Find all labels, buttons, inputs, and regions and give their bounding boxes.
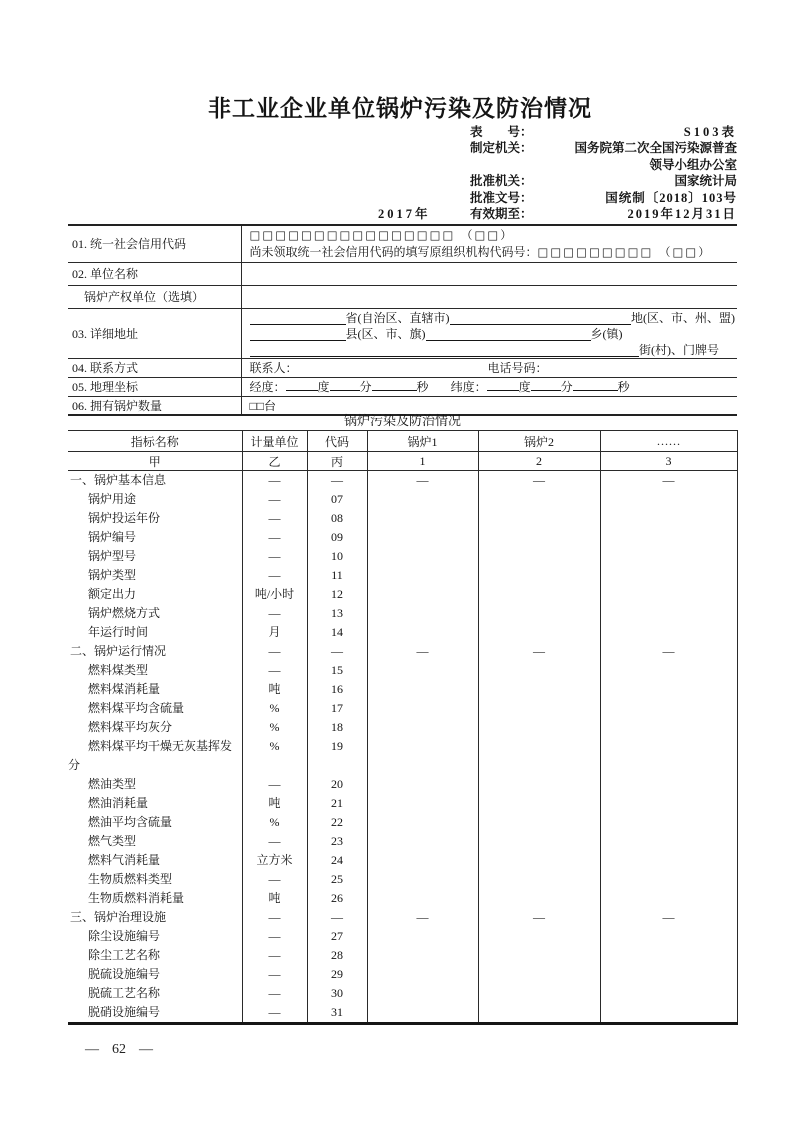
cell-unit: — bbox=[242, 642, 307, 661]
cell-more bbox=[600, 680, 737, 699]
cell-indicator-name: 脱硝设施编号 bbox=[68, 1003, 242, 1024]
contact-label: 04. 联系方式 bbox=[68, 358, 241, 377]
table-row bbox=[68, 775, 737, 794]
meta-prefix bbox=[378, 190, 470, 206]
cell-boiler2 bbox=[478, 680, 600, 699]
meta-year: 2017年 bbox=[378, 207, 431, 222]
col-header-more: …… bbox=[600, 431, 737, 452]
cell-code: 09 bbox=[307, 528, 367, 547]
cell-boiler2 bbox=[478, 566, 600, 585]
cell-unit: — bbox=[242, 984, 307, 1003]
cell-boiler2 bbox=[478, 851, 600, 870]
row-address bbox=[68, 308, 737, 358]
cell-more: — bbox=[600, 642, 737, 661]
cell-indicator-name: 脱硫工艺名称 bbox=[68, 984, 242, 1003]
cell-more bbox=[600, 509, 737, 528]
minute-label: 分 bbox=[560, 380, 573, 394]
cell-code: 14 bbox=[307, 623, 367, 642]
cell-indicator-name: 锅炉投运年份 bbox=[68, 509, 242, 528]
blank-field bbox=[250, 328, 346, 341]
col-header-indicator: 指标名称 bbox=[68, 431, 242, 452]
table-row bbox=[68, 718, 737, 737]
meta-prefix bbox=[378, 124, 470, 140]
cell-indicator-name: 锅炉燃烧方式 bbox=[68, 604, 242, 623]
cell-unit: — bbox=[242, 566, 307, 585]
longitude-label: 经度： bbox=[249, 380, 286, 394]
contact-person-label: 联系人： bbox=[249, 361, 298, 375]
cell-boiler1 bbox=[367, 870, 478, 889]
table-row bbox=[68, 889, 737, 908]
cell-boiler1 bbox=[367, 1003, 478, 1024]
cell-more bbox=[600, 927, 737, 946]
cell-boiler1 bbox=[367, 965, 478, 984]
cell-unit: — bbox=[242, 927, 307, 946]
table-row bbox=[68, 623, 737, 642]
unit-info-table bbox=[68, 224, 737, 416]
table-row bbox=[68, 1003, 737, 1024]
cell-indicator-name: 二、锅炉运行情况 bbox=[68, 642, 242, 661]
cell-unit: — bbox=[242, 661, 307, 680]
cell-unit: — bbox=[242, 604, 307, 623]
cell-code: 16 bbox=[307, 680, 367, 699]
meta-label: 表 号： bbox=[470, 125, 533, 139]
cell-boiler2 bbox=[478, 1003, 600, 1024]
row-boiler-owner bbox=[68, 285, 737, 308]
cell-boiler1 bbox=[367, 927, 478, 946]
row-unit-name bbox=[68, 262, 737, 285]
cell-unit: 吨 bbox=[242, 680, 307, 699]
cell-unit: % bbox=[242, 699, 307, 718]
cell-code: 18 bbox=[307, 718, 367, 737]
section-title: 锅炉污染及防治情况 bbox=[343, 413, 461, 428]
cell-boiler1 bbox=[367, 832, 478, 851]
cell-boiler1 bbox=[367, 585, 478, 604]
cell-more bbox=[600, 1003, 737, 1024]
cell-more bbox=[600, 889, 737, 908]
cell-boiler2 bbox=[478, 585, 600, 604]
cell-unit: — bbox=[242, 547, 307, 566]
credit-code-content bbox=[241, 225, 737, 262]
table-row bbox=[68, 490, 737, 509]
cell-more bbox=[600, 851, 737, 870]
meta-label bbox=[470, 157, 544, 173]
table-row bbox=[68, 832, 737, 851]
meta-row-approval-doc bbox=[378, 190, 737, 206]
col-header-boiler2: 锅炉2 bbox=[478, 431, 600, 452]
cell-more bbox=[600, 946, 737, 965]
header-row-1 bbox=[68, 431, 737, 452]
cell-unit: — bbox=[242, 908, 307, 927]
cell-code: 21 bbox=[307, 794, 367, 813]
cell-boiler1 bbox=[367, 509, 478, 528]
cell-boiler2 bbox=[478, 889, 600, 908]
cell-more bbox=[600, 490, 737, 509]
col-key-jia: 甲 bbox=[68, 452, 242, 471]
second-label: 秒 bbox=[617, 380, 630, 394]
cell-boiler2 bbox=[478, 699, 600, 718]
blank-field bbox=[426, 328, 591, 341]
meta-label: 批准机关： bbox=[470, 174, 533, 189]
meta-value: 2019年12月31日 bbox=[627, 207, 737, 222]
cell-unit: 吨 bbox=[242, 889, 307, 908]
cell-boiler2 bbox=[478, 775, 600, 794]
cell-more bbox=[600, 965, 737, 984]
meta-prefix bbox=[378, 140, 470, 156]
cell-more bbox=[600, 813, 737, 832]
cell-unit: 立方米 bbox=[242, 851, 307, 870]
cell-boiler1 bbox=[367, 984, 478, 1003]
second-label: 秒 bbox=[416, 380, 429, 394]
cell-indicator-name: 除尘设施编号 bbox=[68, 927, 242, 946]
cell-boiler2 bbox=[478, 737, 600, 775]
row-geo-coordinates bbox=[68, 377, 737, 396]
table-row bbox=[68, 794, 737, 813]
meta-row-form-number bbox=[378, 124, 737, 140]
cell-boiler1 bbox=[367, 946, 478, 965]
cell-more bbox=[600, 870, 737, 889]
cell-boiler2 bbox=[478, 813, 600, 832]
address-line-province bbox=[250, 309, 736, 325]
col-key-2: 2 bbox=[478, 452, 600, 471]
cell-boiler2 bbox=[478, 946, 600, 965]
cell-code: 28 bbox=[307, 946, 367, 965]
form-title: 非工业企业单位锅炉污染及防治情况 bbox=[208, 96, 592, 121]
meta-row-issuing-agency bbox=[378, 140, 737, 156]
cell-code: 29 bbox=[307, 965, 367, 984]
cell-code: 20 bbox=[307, 775, 367, 794]
cell-unit: % bbox=[242, 718, 307, 737]
cell-code: 17 bbox=[307, 699, 367, 718]
blank-field bbox=[531, 378, 561, 391]
address-line-county bbox=[250, 325, 736, 341]
cell-boiler2 bbox=[478, 870, 600, 889]
cell-boiler1 bbox=[367, 737, 478, 775]
cell-code: — bbox=[307, 908, 367, 927]
table-row bbox=[68, 680, 737, 699]
cell-unit: — bbox=[242, 832, 307, 851]
credit-code-label: 01. 统一社会信用代码 bbox=[68, 225, 241, 262]
unit-name-field bbox=[241, 262, 737, 285]
cell-code: 22 bbox=[307, 813, 367, 832]
cell-boiler2 bbox=[478, 718, 600, 737]
col-key-yi: 乙 bbox=[242, 452, 307, 471]
cell-boiler1: — bbox=[367, 642, 478, 661]
meta-label: 有效期至： bbox=[470, 207, 533, 222]
indicator-table-header bbox=[68, 431, 737, 471]
blank-field bbox=[286, 378, 318, 391]
cell-code: 24 bbox=[307, 851, 367, 870]
cell-code: 31 bbox=[307, 1003, 367, 1024]
cell-boiler2: — bbox=[478, 642, 600, 661]
cell-more bbox=[600, 737, 737, 775]
cell-code: 13 bbox=[307, 604, 367, 623]
table-row bbox=[68, 870, 737, 889]
cell-unit: — bbox=[242, 870, 307, 889]
cell-boiler2 bbox=[478, 528, 600, 547]
address-content bbox=[241, 308, 737, 358]
minute-label: 分 bbox=[359, 380, 372, 394]
col-header-boiler1: 锅炉1 bbox=[367, 431, 478, 452]
cell-more bbox=[600, 566, 737, 585]
col-key-1: 1 bbox=[367, 452, 478, 471]
county-label: 县(区、市、旗) bbox=[345, 327, 426, 341]
cell-more bbox=[600, 661, 737, 680]
cell-boiler1 bbox=[367, 490, 478, 509]
credit-code-boxes: □□□□□□□□□□□□□□□□ （□□） bbox=[249, 227, 514, 242]
cell-more bbox=[600, 528, 737, 547]
cell-unit: 月 bbox=[242, 623, 307, 642]
table-row bbox=[68, 813, 737, 832]
cell-unit: — bbox=[242, 471, 307, 491]
row-credit-code bbox=[68, 225, 737, 262]
contact-content bbox=[241, 358, 737, 377]
meta-prefix bbox=[378, 157, 470, 173]
meta-value: 国务院第二次全国污染源普查 bbox=[574, 141, 737, 156]
blank-field bbox=[250, 344, 640, 357]
geo-label: 05. 地理坐标 bbox=[68, 377, 241, 396]
province-label: 省(自治区、直辖市) bbox=[345, 311, 450, 325]
degree-label: 度 bbox=[518, 380, 531, 394]
cell-boiler1 bbox=[367, 661, 478, 680]
table-row bbox=[68, 984, 737, 1003]
cell-code: 26 bbox=[307, 889, 367, 908]
address-label: 03. 详细地址 bbox=[68, 308, 241, 358]
cell-code: 25 bbox=[307, 870, 367, 889]
form-meta bbox=[378, 124, 737, 222]
cell-more bbox=[600, 775, 737, 794]
col-header-code: 代码 bbox=[307, 431, 367, 452]
cell-indicator-name: 锅炉类型 bbox=[68, 566, 242, 585]
cell-boiler1 bbox=[367, 889, 478, 908]
cell-unit: — bbox=[242, 509, 307, 528]
cell-boiler2: — bbox=[478, 471, 600, 491]
cell-more bbox=[600, 623, 737, 642]
cell-code: 12 bbox=[307, 585, 367, 604]
table-row bbox=[68, 908, 737, 927]
cell-indicator-name: 燃料气消耗量 bbox=[68, 851, 242, 870]
table-row bbox=[68, 604, 737, 623]
table-row bbox=[68, 509, 737, 528]
cell-boiler1 bbox=[367, 680, 478, 699]
col-key-bing: 丙 bbox=[307, 452, 367, 471]
table-row bbox=[68, 661, 737, 680]
meta-value: 领导小组办公室 bbox=[649, 157, 737, 172]
row-contact bbox=[68, 358, 737, 377]
blank-field bbox=[330, 378, 360, 391]
table-row bbox=[68, 547, 737, 566]
cell-boiler1 bbox=[367, 547, 478, 566]
cell-code: — bbox=[307, 642, 367, 661]
cell-indicator-name: 年运行时间 bbox=[68, 623, 242, 642]
cell-indicator-name: 燃料煤消耗量 bbox=[68, 680, 242, 699]
cell-unit: — bbox=[242, 490, 307, 509]
cell-unit: 吨/小时 bbox=[242, 585, 307, 604]
street-label: 街(村)、门牌号 bbox=[639, 343, 719, 357]
meta-prefix bbox=[378, 173, 470, 189]
table-row bbox=[68, 471, 737, 491]
cell-indicator-name: 除尘工艺名称 bbox=[68, 946, 242, 965]
cell-boiler1: — bbox=[367, 471, 478, 491]
cell-boiler2 bbox=[478, 984, 600, 1003]
cell-code: 10 bbox=[307, 547, 367, 566]
meta-value: S103表 bbox=[683, 125, 737, 139]
cell-indicator-name: 燃料煤类型 bbox=[68, 661, 242, 680]
unit-name-label: 02. 单位名称 bbox=[68, 262, 241, 285]
cell-indicator-name: 锅炉编号 bbox=[68, 528, 242, 547]
cell-code: 07 bbox=[307, 490, 367, 509]
geo-content bbox=[241, 377, 737, 396]
cell-indicator-name: 一、锅炉基本信息 bbox=[68, 471, 242, 491]
cell-indicator-name: 燃料煤平均干燥无灰基挥发分 bbox=[68, 737, 242, 775]
meta-row-issuing-agency-cont bbox=[378, 157, 737, 173]
cell-code: 15 bbox=[307, 661, 367, 680]
table-row bbox=[68, 585, 737, 604]
blank-field bbox=[372, 378, 417, 391]
cell-boiler2 bbox=[478, 490, 600, 509]
col-key-3: 3 bbox=[600, 452, 737, 471]
cell-code: 23 bbox=[307, 832, 367, 851]
cell-boiler2 bbox=[478, 794, 600, 813]
cell-boiler2 bbox=[478, 661, 600, 680]
cell-indicator-name: 燃料煤平均含硫量 bbox=[68, 699, 242, 718]
cell-indicator-name: 额定出力 bbox=[68, 585, 242, 604]
cell-code: 11 bbox=[307, 566, 367, 585]
cell-boiler2 bbox=[478, 509, 600, 528]
meta-row-approving-agency bbox=[378, 173, 737, 189]
cell-indicator-name: 燃气类型 bbox=[68, 832, 242, 851]
cell-more: — bbox=[600, 908, 737, 927]
page-number bbox=[85, 1042, 153, 1058]
cell-more bbox=[600, 604, 737, 623]
meta-label: 制定机关： bbox=[470, 141, 533, 156]
cell-indicator-name: 燃料煤平均灰分 bbox=[68, 718, 242, 737]
cell-more bbox=[600, 718, 737, 737]
cell-unit: % bbox=[242, 737, 307, 775]
cell-boiler2 bbox=[478, 832, 600, 851]
cell-code: — bbox=[307, 471, 367, 491]
boiler-owner-field bbox=[241, 285, 737, 308]
indicator-table-body bbox=[68, 471, 737, 1024]
boiler-owner-label: 锅炉产权单位（选填） bbox=[68, 285, 241, 308]
cell-boiler1 bbox=[367, 794, 478, 813]
boiler-count-boxes: □□台 bbox=[249, 398, 276, 413]
page-number-dash: — bbox=[139, 1042, 153, 1057]
meta-row-validity bbox=[378, 206, 737, 222]
table-row bbox=[68, 642, 737, 661]
blank-field bbox=[487, 378, 519, 391]
org-code-text: 尚未领取统一社会信用代码的填写原组织机构代码号： bbox=[249, 244, 538, 259]
degree-label: 度 bbox=[317, 380, 330, 394]
page-number-value: 62 bbox=[112, 1042, 126, 1057]
cell-indicator-name: 生物质燃料类型 bbox=[68, 870, 242, 889]
table-row bbox=[68, 946, 737, 965]
cell-boiler1 bbox=[367, 775, 478, 794]
table-row bbox=[68, 699, 737, 718]
cell-more bbox=[600, 984, 737, 1003]
cell-indicator-name: 锅炉型号 bbox=[68, 547, 242, 566]
blank-field bbox=[573, 378, 618, 391]
cell-boiler1 bbox=[367, 604, 478, 623]
latitude-label: 纬度： bbox=[450, 380, 487, 394]
org-code-boxes: □□□□□□□□□ （□□） bbox=[537, 244, 712, 259]
cell-indicator-name: 锅炉用途 bbox=[68, 490, 242, 509]
cell-boiler1: — bbox=[367, 908, 478, 927]
col-header-unit: 计量单位 bbox=[242, 431, 307, 452]
cell-unit: — bbox=[242, 965, 307, 984]
cell-code: 08 bbox=[307, 509, 367, 528]
cell-code: 30 bbox=[307, 984, 367, 1003]
cell-code: 27 bbox=[307, 927, 367, 946]
cell-unit: % bbox=[242, 813, 307, 832]
phone-label: 电话号码： bbox=[487, 361, 548, 375]
cell-unit: — bbox=[242, 1003, 307, 1024]
cell-unit: — bbox=[242, 528, 307, 547]
cell-more bbox=[600, 585, 737, 604]
cell-boiler1 bbox=[367, 699, 478, 718]
page-number-dash: — bbox=[85, 1042, 99, 1057]
cell-more bbox=[600, 832, 737, 851]
blank-field bbox=[250, 312, 346, 325]
table-row bbox=[68, 965, 737, 984]
table-row bbox=[68, 566, 737, 585]
table-row bbox=[68, 737, 737, 775]
cell-boiler2 bbox=[478, 547, 600, 566]
header-row-2 bbox=[68, 452, 737, 471]
cell-unit: 吨 bbox=[242, 794, 307, 813]
cell-boiler1 bbox=[367, 718, 478, 737]
cell-indicator-name: 生物质燃料消耗量 bbox=[68, 889, 242, 908]
cell-indicator-name: 三、锅炉治理设施 bbox=[68, 908, 242, 927]
meta-label: 批准文号： bbox=[470, 190, 533, 205]
cell-more bbox=[600, 547, 737, 566]
cell-indicator-name: 燃油类型 bbox=[68, 775, 242, 794]
cell-boiler2 bbox=[478, 623, 600, 642]
table-row bbox=[68, 851, 737, 870]
cell-more bbox=[600, 699, 737, 718]
table-row bbox=[68, 927, 737, 946]
cell-code: 19 bbox=[307, 737, 367, 775]
cell-boiler2 bbox=[478, 965, 600, 984]
cell-boiler2 bbox=[478, 927, 600, 946]
cell-more bbox=[600, 794, 737, 813]
blank-field bbox=[450, 312, 632, 325]
meta-value: 国家统计局 bbox=[674, 174, 737, 189]
cell-boiler1 bbox=[367, 566, 478, 585]
cell-boiler1 bbox=[367, 528, 478, 547]
township-label: 乡(镇) bbox=[590, 327, 623, 341]
cell-unit: — bbox=[242, 946, 307, 965]
cell-boiler1 bbox=[367, 851, 478, 870]
meta-value: 国统制〔2018〕103号 bbox=[605, 190, 737, 205]
table-row bbox=[68, 528, 737, 547]
cell-indicator-name: 燃油平均含硫量 bbox=[68, 813, 242, 832]
cell-boiler1 bbox=[367, 623, 478, 642]
cell-boiler2 bbox=[478, 604, 600, 623]
indicator-table bbox=[68, 430, 738, 1025]
cell-boiler1 bbox=[367, 813, 478, 832]
prefecture-label: 地(区、市、州、盟) bbox=[631, 311, 735, 325]
boiler-count-label: 06. 拥有锅炉数量 bbox=[68, 396, 241, 415]
cell-indicator-name: 脱硫设施编号 bbox=[68, 965, 242, 984]
cell-indicator-name: 燃油消耗量 bbox=[68, 794, 242, 813]
org-code-line bbox=[250, 244, 736, 261]
cell-more: — bbox=[600, 471, 737, 491]
cell-boiler2: — bbox=[478, 908, 600, 927]
address-line-street bbox=[250, 341, 736, 357]
cell-unit: — bbox=[242, 775, 307, 794]
